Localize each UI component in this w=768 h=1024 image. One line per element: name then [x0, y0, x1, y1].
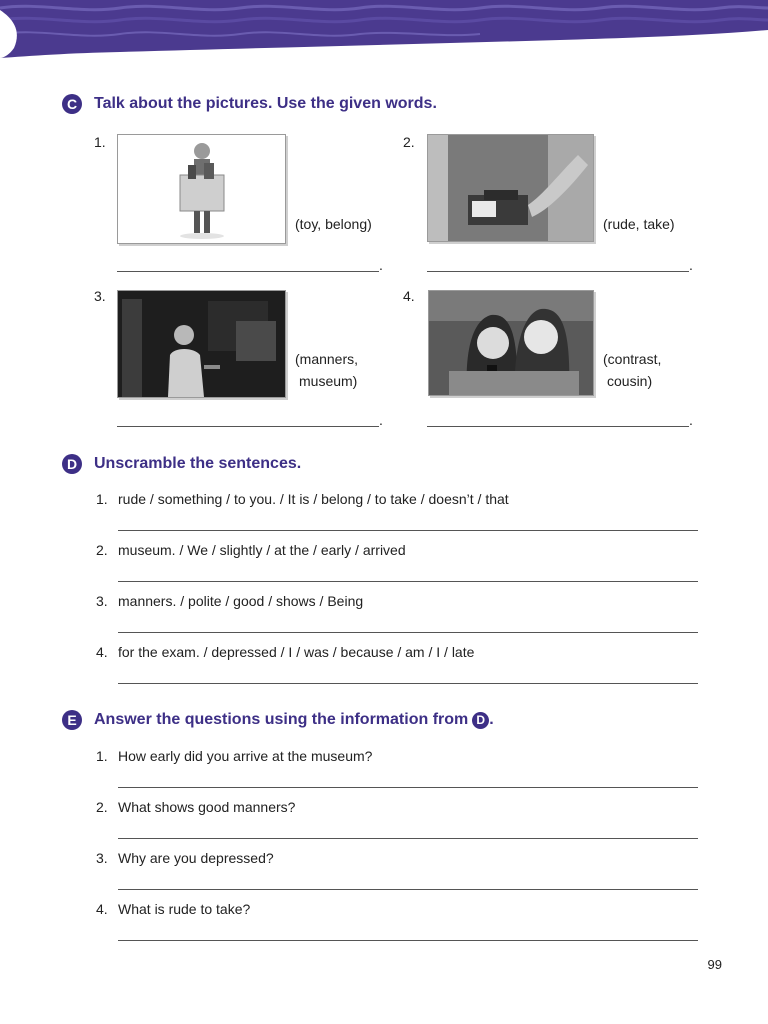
c-photo-cousins: [428, 290, 594, 396]
e-item-2-answer-line[interactable]: [118, 838, 698, 839]
c-item-4-answer-line[interactable]: [427, 426, 689, 427]
e-item-2: [96, 799, 295, 815]
section-d-header: [62, 454, 301, 474]
d-item-2-number: 2.: [96, 542, 108, 558]
d-item-1-number: 1.: [96, 491, 108, 507]
e-item-3-number: 3.: [96, 850, 108, 866]
d-item-3: [96, 593, 363, 609]
section-c-badge: C: [62, 94, 82, 114]
c-item-3-hint-line1: (manners,: [295, 351, 359, 367]
e-item-1-number: 1.: [96, 748, 108, 764]
c-item-4-period: .: [689, 412, 693, 428]
e-item-3-answer-line[interactable]: [118, 889, 698, 890]
section-c-header: [62, 94, 437, 114]
c-item-1-answer-line[interactable]: [117, 271, 379, 272]
c-item-4-number: 4.: [403, 288, 415, 304]
c-item-1-hint: (toy, belong): [295, 216, 372, 232]
e-item-4-text: What is rude to take?: [118, 901, 251, 917]
section-e-title: Answer the questions using the information from: [94, 711, 469, 728]
d-item-4: [96, 644, 474, 660]
d-item-4-text: for the exam. / depressed / I / was / because / am / I / late: [118, 644, 475, 660]
section-c-title: Talk about the pictures. Use the given words.: [94, 95, 437, 112]
d-item-1-text: rude / something / to you. / It is / belong / to take / doesn’t / that: [118, 491, 509, 507]
c-item-2-number: 2.: [403, 134, 415, 150]
c-item-1-number: 1.: [94, 134, 106, 150]
section-e-title-period: .: [489, 711, 494, 728]
d-item-1-answer-line[interactable]: [118, 530, 698, 531]
section-e-badge: E: [62, 710, 82, 730]
c-photo-woman-museum: [117, 290, 286, 398]
d-item-4-answer-line[interactable]: [118, 683, 698, 684]
c-item-2-answer-line[interactable]: [427, 271, 689, 272]
c-item-3-period: .: [379, 412, 383, 428]
d-item-4-number: 4.: [96, 644, 108, 660]
c-item-3-number: 3.: [94, 288, 106, 304]
c-item-3-answer-line[interactable]: [117, 426, 379, 427]
c-item-4-hint-line1: (contrast,: [603, 351, 662, 367]
e-item-4: [96, 901, 250, 917]
e-item-4-answer-line[interactable]: [118, 940, 698, 941]
e-item-3: [96, 850, 274, 866]
e-item-4-number: 4.: [96, 901, 108, 917]
e-item-1-text: How early did you arrive at the museum?: [118, 748, 373, 764]
d-item-1: [96, 491, 509, 507]
c-item-2-period: .: [689, 257, 693, 273]
e-item-1-answer-line[interactable]: [118, 787, 698, 788]
d-item-2: [96, 542, 406, 558]
c-item-1-period: .: [379, 257, 383, 273]
section-e-ref-badge: D: [472, 712, 489, 729]
section-d-title: Unscramble the sentences.: [94, 455, 302, 472]
e-item-3-text: Why are you depressed?: [118, 850, 274, 866]
section-e-header: [62, 710, 494, 730]
c-item-3-hint-line2: museum): [299, 373, 358, 389]
c-item-4-hint-line2: cousin): [607, 373, 653, 389]
d-item-3-number: 3.: [96, 593, 108, 609]
e-item-2-text: What shows good manners?: [118, 799, 296, 815]
c-photo-boy-with-box: [117, 134, 286, 244]
c-photo-wallet-theft: [427, 134, 594, 242]
e-item-1: [96, 748, 372, 764]
page-number: 99: [707, 957, 722, 972]
e-item-2-number: 2.: [96, 799, 108, 815]
d-item-2-answer-line[interactable]: [118, 581, 698, 582]
c-item-2-hint: (rude, take): [603, 216, 675, 232]
d-item-3-text: manners. / polite / good / shows / Being: [118, 593, 364, 609]
section-d-badge: D: [62, 454, 82, 474]
d-item-2-text: museum. / We / slightly / at the / early / arrived: [118, 542, 406, 558]
d-item-3-answer-line[interactable]: [118, 632, 698, 633]
